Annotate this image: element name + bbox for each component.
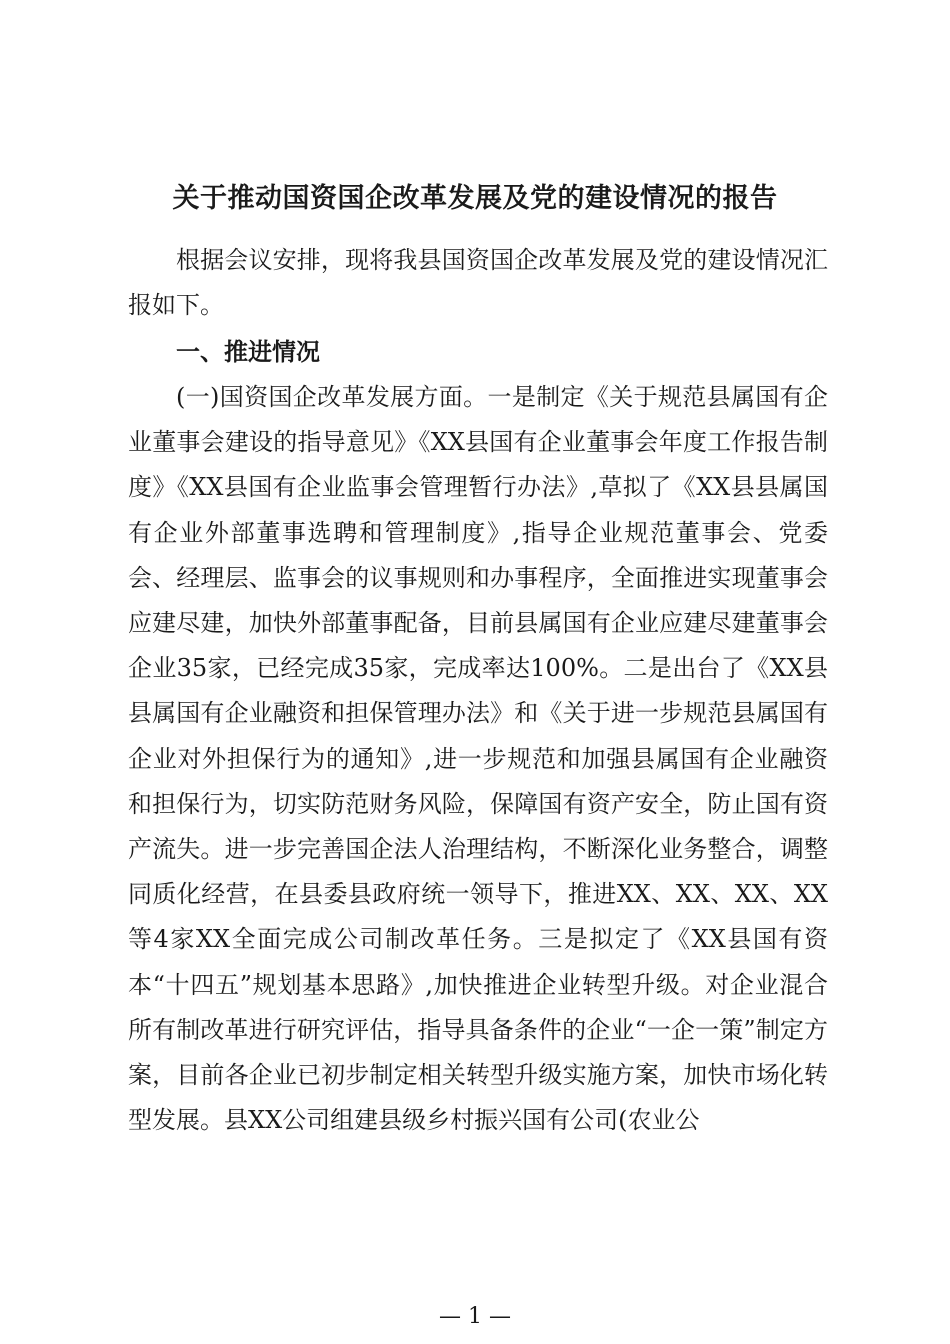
page-number: — 1 — <box>439 1304 511 1329</box>
intro-paragraph-block <box>128 238 828 328</box>
section-1-paragraph-1: (一)国资国企改革发展方面。一是制定《关于规范县属国有企业董事会建设的指导意见》《XX县国有企业董事会年度工作报告制度》《XX县国有企业监事会管理暂行办法》,草拟了《XX县县属国有企业外部董事选聘和管理制度》,指导企业规范董事会、党委会、经理层、监事会的议事规则和办事程序，全面推进实现董事会应建尽建，加快外部董事配备，目前县属国有企业应建尽建董事会企业35家，已经完成35家，完成率达100%。二是出台了《XX县县属国有企业融资和担保管理办法》和《关于进一步规范县属国有企业对外担保行为的通知》,进一步规范和加强县属国有企业融资和担保行为，切实防范财务风险，保障国有资产安全，防止国有资产流失。进一步完善国企法人治理结构，不断深化业务整合，调整同质化经营，在县委县政府统一领导下，推进XX、XX、XX、XX等4家XX全面完成公司制改革任务。三是拟定了《XX县国有资本“十四五”规划基本思路》,加快推进企业转型升级。对企业混合所有制改革进行研究评估，指导具备条件的企业“一企一策”制定方案，目前各企业已初步制定相关转型升级实施方案，加快市场化转型发展。县XX公司组建县级乡村振兴国有公司(农业公 <box>128 383 828 1135</box>
section-heading-1: 一、推进情况 <box>176 338 320 366</box>
intro-paragraph: 根据会议安排，现将我县国资国企改革发展及党的建设情况汇报如下。 <box>128 246 828 320</box>
section-1-body <box>128 375 828 1143</box>
document-title: 关于推动国资国企改革发展及党的建设情况的报告 <box>172 183 778 214</box>
